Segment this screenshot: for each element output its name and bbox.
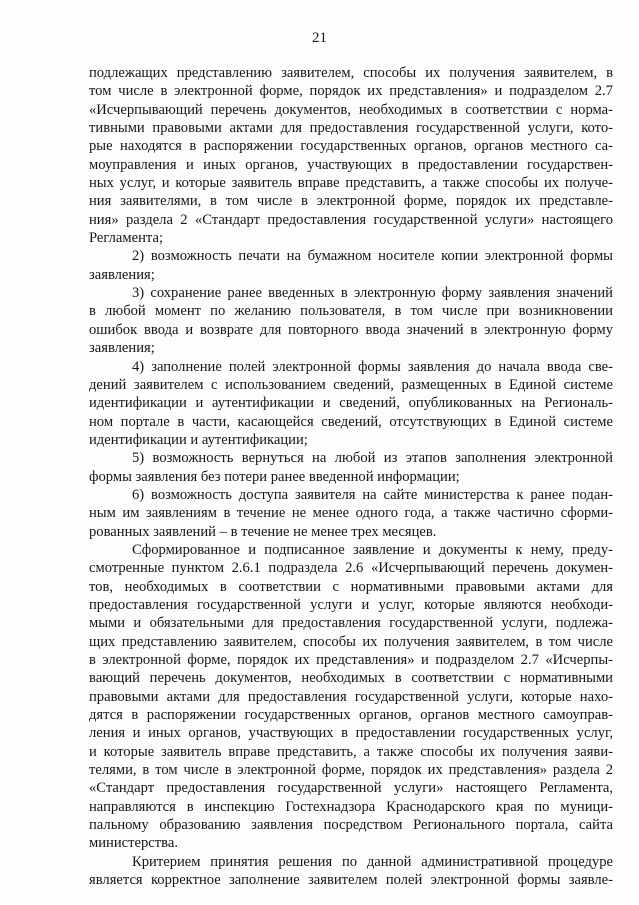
text-line: заявления; xyxy=(89,340,155,357)
text-line: рованных заявлений – в течение не менее трех месяцев. xyxy=(89,523,437,540)
text-line: ния» раздела 2 «Стандарт предоставления государственной услуги» настоящего xyxy=(89,211,613,228)
text-line: Регламента; xyxy=(89,230,164,247)
text-line: ления и иных органов, участвующих в предоставлении государственных услуг, xyxy=(89,725,613,742)
text-line: формы заявления без потери ранее введенной информации; xyxy=(89,468,460,485)
text-line: в электронной форме, порядок их представления» и подразделом 2.7 «Исчерпы- xyxy=(89,652,613,668)
text-line: 3) сохранение ранее введенных в электронную форму заявления значений xyxy=(132,285,613,302)
text-line: предоставления государственной услуги и услуг, которые являются необходи- xyxy=(89,596,613,613)
text-line: тивными правовыми актами для предоставления государственной услуги, кото- xyxy=(89,120,613,137)
text-line: дятся в распоряжении государственных органов, органов местного самоуправ- xyxy=(89,707,613,724)
text-line: вающий перечень документов, необходимых в соответствии с нормативными xyxy=(89,670,613,687)
text-line: подлежащих представлению заявителем, способы их получения заявителем, в xyxy=(89,65,613,81)
text-line: тов, необходимых в соответствии с нормативными правовыми актами для xyxy=(89,578,613,595)
text-line: ошибок ввода и возврате для повторного ввода значений в электронную форму xyxy=(89,321,613,338)
text-line: мыми и обязательными для предоставления государственной услуги, подлежа- xyxy=(89,615,613,632)
text-line: «Стандарт предоставления государственной услуги» настоящего Регламента, xyxy=(89,780,613,797)
document-body-text xyxy=(89,64,613,889)
text-line: ния заявителями, в том числе в электронной форме, порядок их представле- xyxy=(89,193,613,210)
text-line: пальному образованию заявления посредством Регионального портала, сайта xyxy=(89,817,613,834)
text-line: направляются в инспекцию Гостехнадзора Краснодарского края по муници- xyxy=(89,798,613,815)
text-line: телями, в том числе в электронной форме, порядок их представления» раздела 2 xyxy=(89,762,613,779)
page-number: 21 xyxy=(312,30,327,46)
text-line: является корректное заполнение заявителем полей электронной формы заявле- xyxy=(89,872,613,889)
text-line: Сформированное и подписанное заявление и документы к нему, преду- xyxy=(132,541,613,558)
text-line: 2) возможность печати на бумажном носителе копии электронной формы xyxy=(132,248,613,265)
text-line: 4) заполнение полей электронной формы заявления до начала ввода све- xyxy=(132,358,613,375)
text-line: ном портале в части, касающейся сведений, отсутствующих в Единой системе xyxy=(89,413,613,430)
text-line: правовыми актами для предоставления государственной услуги, которые нахо- xyxy=(89,688,613,705)
text-line: моуправления и иных органов, участвующих в предоставлении государствен- xyxy=(89,156,613,173)
text-line: том числе в электронной форме, порядок их представления» и подразделом 2.7 xyxy=(89,83,613,100)
text-line: заявления; xyxy=(89,266,155,283)
text-line: министерства. xyxy=(89,835,178,852)
text-line: рые находятся в распоряжении государственных органов, органов местного са- xyxy=(89,138,613,155)
text-line: «Исчерпывающий перечень документов, необходимых в соответствии с норма- xyxy=(89,101,613,118)
text-line: 6) возможность доступа заявителя на сайте министерства к ранее подан- xyxy=(132,486,613,503)
text-line: в любой момент по желанию пользователя, в том числе при возникновении xyxy=(89,303,613,320)
text-line: и которые заявитель вправе представить, а также способы их получения заяви- xyxy=(89,743,613,760)
text-line: Критерием принятия решения по данной административной процедуре xyxy=(132,853,613,870)
text-line: 5) возможность вернуться на любой из этапов заполнения электронной xyxy=(132,450,613,467)
text-line: смотренные пунктом 2.6.1 подраздела 2.6 «Исчерпывающий перечень докумен- xyxy=(89,560,613,577)
text-line: щих представлению заявителем, способы их получения заявителем, в том числе xyxy=(89,633,613,650)
text-line: идентификации и аутентификации и сведений, опубликованных на Региональ- xyxy=(89,395,613,412)
text-line: ных услуг, и которые заявитель вправе представить, а также способы их получе- xyxy=(89,175,613,192)
text-line: дений заявителем с использованием сведений, размещенных в Единой системе xyxy=(89,376,613,393)
text-line: идентификации и аутентификации; xyxy=(89,431,308,448)
text-line: ным им заявлениям в течение не менее одного года, а также частично сформи- xyxy=(89,505,613,522)
